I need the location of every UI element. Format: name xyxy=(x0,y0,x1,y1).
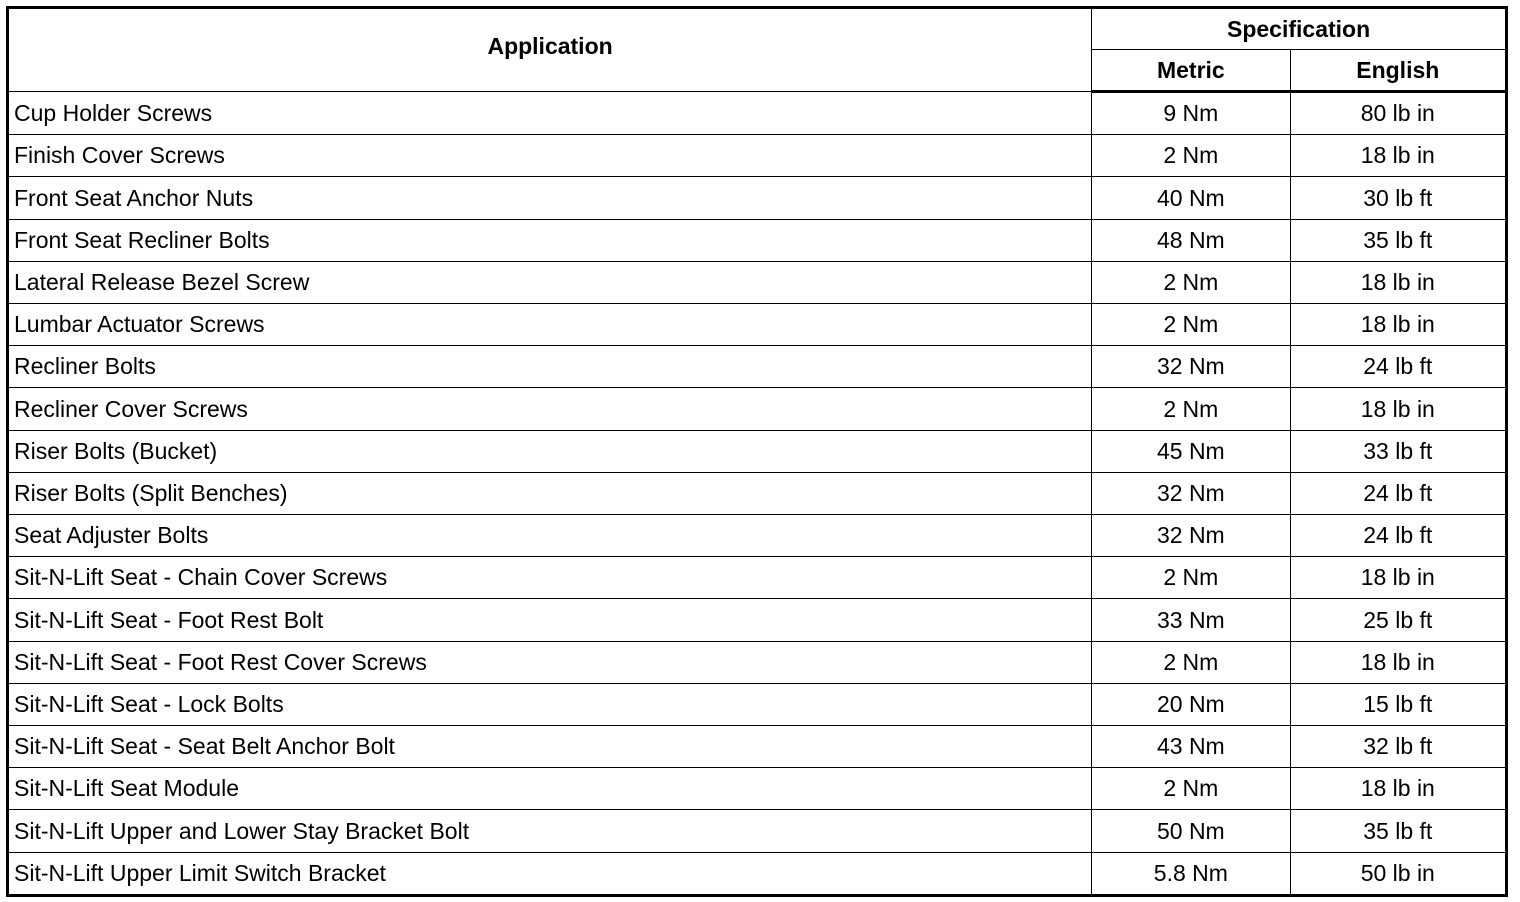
metric-value-cell: 20 Nm xyxy=(1092,683,1290,725)
table-row xyxy=(8,515,1507,557)
english-value-cell: 35 lb ft xyxy=(1290,219,1506,261)
specification-group-header: Specification xyxy=(1092,8,1507,50)
application-cell: Seat Adjuster Bolts xyxy=(8,515,1092,557)
table-row xyxy=(8,135,1507,177)
metric-value-cell: 2 Nm xyxy=(1092,304,1290,346)
english-value-cell: 24 lb ft xyxy=(1290,515,1506,557)
metric-value-cell: 32 Nm xyxy=(1092,346,1290,388)
application-cell: Sit-N-Lift Seat - Chain Cover Screws xyxy=(8,557,1092,599)
english-value-cell: 50 lb in xyxy=(1290,852,1506,895)
application-cell: Lateral Release Bezel Screw xyxy=(8,261,1092,303)
application-cell: Front Seat Anchor Nuts xyxy=(8,177,1092,219)
table-row xyxy=(8,641,1507,683)
metric-value-cell: 2 Nm xyxy=(1092,135,1290,177)
application-cell: Riser Bolts (Split Benches) xyxy=(8,472,1092,514)
metric-value-cell: 2 Nm xyxy=(1092,641,1290,683)
application-cell: Sit-N-Lift Seat Module xyxy=(8,768,1092,810)
metric-value-cell: 32 Nm xyxy=(1092,472,1290,514)
english-value-cell: 18 lb in xyxy=(1290,135,1506,177)
application-cell: Sit-N-Lift Seat - Lock Bolts xyxy=(8,683,1092,725)
english-column-header: English xyxy=(1290,50,1506,92)
application-cell: Sit-N-Lift Upper and Lower Stay Bracket Bolt xyxy=(8,810,1092,852)
fastener-specifications-table xyxy=(6,6,1508,897)
table-row xyxy=(8,388,1507,430)
metric-value-cell: 32 Nm xyxy=(1092,515,1290,557)
application-cell: Front Seat Recliner Bolts xyxy=(8,219,1092,261)
metric-value-cell: 2 Nm xyxy=(1092,768,1290,810)
english-value-cell: 18 lb in xyxy=(1290,557,1506,599)
english-value-cell: 35 lb ft xyxy=(1290,810,1506,852)
english-value-cell: 15 lb ft xyxy=(1290,683,1506,725)
metric-value-cell: 9 Nm xyxy=(1092,92,1290,135)
application-cell: Lumbar Actuator Screws xyxy=(8,304,1092,346)
table-row xyxy=(8,683,1507,725)
english-value-cell: 18 lb in xyxy=(1290,304,1506,346)
table-row xyxy=(8,557,1507,599)
table-row xyxy=(8,852,1507,895)
table-row xyxy=(8,810,1507,852)
application-cell: Sit-N-Lift Seat - Seat Belt Anchor Bolt xyxy=(8,726,1092,768)
table-body xyxy=(8,92,1507,896)
metric-value-cell: 5.8 Nm xyxy=(1092,852,1290,895)
table-row xyxy=(8,92,1507,135)
metric-value-cell: 43 Nm xyxy=(1092,726,1290,768)
metric-value-cell: 2 Nm xyxy=(1092,388,1290,430)
english-value-cell: 18 lb in xyxy=(1290,261,1506,303)
table-row xyxy=(8,768,1507,810)
english-value-cell: 32 lb ft xyxy=(1290,726,1506,768)
header-group-row xyxy=(8,8,1507,50)
application-cell: Recliner Cover Screws xyxy=(8,388,1092,430)
application-column-header: Application xyxy=(8,8,1092,92)
table-row xyxy=(8,472,1507,514)
metric-value-cell: 2 Nm xyxy=(1092,261,1290,303)
table-row xyxy=(8,304,1507,346)
english-value-cell: 24 lb ft xyxy=(1290,472,1506,514)
table-row xyxy=(8,726,1507,768)
english-value-cell: 18 lb in xyxy=(1290,388,1506,430)
english-value-cell: 30 lb ft xyxy=(1290,177,1506,219)
table-row xyxy=(8,346,1507,388)
metric-value-cell: 40 Nm xyxy=(1092,177,1290,219)
table-row xyxy=(8,219,1507,261)
english-value-cell: 18 lb in xyxy=(1290,768,1506,810)
table-row xyxy=(8,599,1507,641)
application-cell: Cup Holder Screws xyxy=(8,92,1092,135)
table-row xyxy=(8,261,1507,303)
table-row xyxy=(8,177,1507,219)
metric-column-header: Metric xyxy=(1092,50,1290,92)
metric-value-cell: 2 Nm xyxy=(1092,557,1290,599)
table-row xyxy=(8,430,1507,472)
english-value-cell: 33 lb ft xyxy=(1290,430,1506,472)
english-value-cell: 80 lb in xyxy=(1290,92,1506,135)
application-cell: Sit-N-Lift Upper Limit Switch Bracket xyxy=(8,852,1092,895)
application-cell: Sit-N-Lift Seat - Foot Rest Bolt xyxy=(8,599,1092,641)
english-value-cell: 18 lb in xyxy=(1290,641,1506,683)
application-cell: Finish Cover Screws xyxy=(8,135,1092,177)
application-cell: Riser Bolts (Bucket) xyxy=(8,430,1092,472)
metric-value-cell: 50 Nm xyxy=(1092,810,1290,852)
english-value-cell: 24 lb ft xyxy=(1290,346,1506,388)
application-cell: Recliner Bolts xyxy=(8,346,1092,388)
metric-value-cell: 33 Nm xyxy=(1092,599,1290,641)
english-value-cell: 25 lb ft xyxy=(1290,599,1506,641)
table-header xyxy=(8,8,1507,92)
application-cell: Sit-N-Lift Seat - Foot Rest Cover Screws xyxy=(8,641,1092,683)
metric-value-cell: 48 Nm xyxy=(1092,219,1290,261)
metric-value-cell: 45 Nm xyxy=(1092,430,1290,472)
